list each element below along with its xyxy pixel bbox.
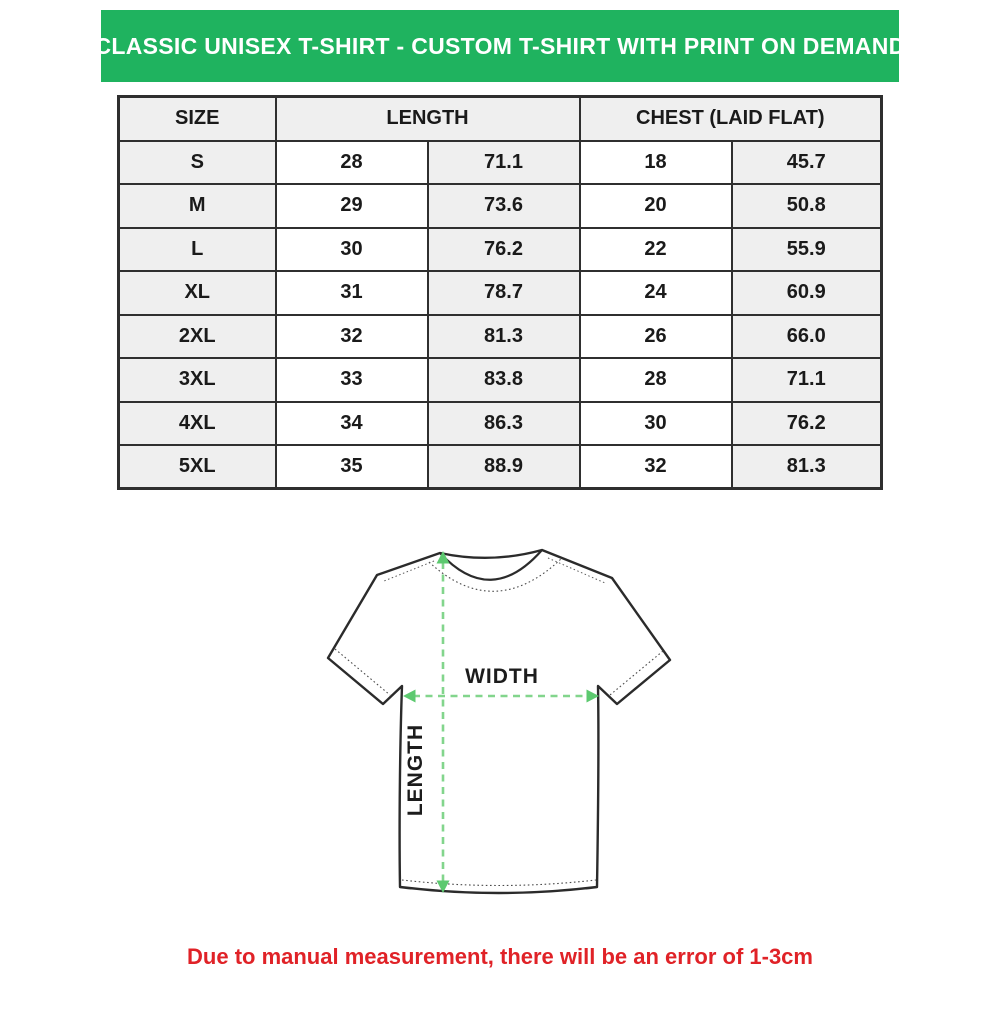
cell-size: 2XL xyxy=(119,315,276,359)
cell-length-in: 32 xyxy=(276,315,428,359)
cell-size: 5XL xyxy=(119,445,276,489)
header-size: SIZE xyxy=(119,97,276,141)
cell-length-in: 33 xyxy=(276,358,428,402)
size-row-xl xyxy=(119,271,882,315)
cell-length-cm: 78.7 xyxy=(428,271,580,315)
tshirt-outline xyxy=(328,550,670,893)
size-row-l xyxy=(119,228,882,272)
header-length: LENGTH xyxy=(276,97,580,141)
size-row-2xl xyxy=(119,315,882,359)
size-row-5xl xyxy=(119,445,882,489)
cell-length-cm: 86.3 xyxy=(428,402,580,446)
cell-chest-in: 30 xyxy=(580,402,732,446)
cell-length-cm: 81.3 xyxy=(428,315,580,359)
size-chart-page xyxy=(0,10,1000,1010)
cell-length-cm: 73.6 xyxy=(428,184,580,228)
cell-length-in: 34 xyxy=(276,402,428,446)
cell-chest-in: 32 xyxy=(580,445,732,489)
cell-chest-in: 20 xyxy=(580,184,732,228)
cell-size: M xyxy=(119,184,276,228)
cell-chest-cm: 76.2 xyxy=(732,402,882,446)
cell-chest-in: 22 xyxy=(580,228,732,272)
cell-size: XL xyxy=(119,271,276,315)
cell-chest-cm: 50.8 xyxy=(732,184,882,228)
size-row-4xl xyxy=(119,402,882,446)
size-row-m xyxy=(119,184,882,228)
cell-chest-cm: 55.9 xyxy=(732,228,882,272)
size-table xyxy=(117,95,883,490)
size-row-s xyxy=(119,141,882,185)
cell-length-in: 28 xyxy=(276,141,428,185)
cell-size: L xyxy=(119,228,276,272)
cell-chest-cm: 45.7 xyxy=(732,141,882,185)
cell-length-in: 29 xyxy=(276,184,428,228)
cell-chest-cm: 81.3 xyxy=(732,445,882,489)
cell-length-in: 31 xyxy=(276,271,428,315)
cell-length-cm: 88.9 xyxy=(428,445,580,489)
cell-chest-in: 24 xyxy=(580,271,732,315)
header-chest: CHEST (LAID FLAT) xyxy=(580,97,882,141)
cell-length-in: 35 xyxy=(276,445,428,489)
size-row-3xl xyxy=(119,358,882,402)
measurement-disclaimer: Due to manual measurement, there will be an error of 1-3cm xyxy=(187,944,813,969)
cell-length-cm: 83.8 xyxy=(428,358,580,402)
tshirt-measurement-diagram xyxy=(300,530,700,930)
length-label: LENGTH xyxy=(404,723,427,817)
cell-chest-in: 26 xyxy=(580,315,732,359)
banner-title: CLASSIC UNISEX T-SHIRT - CUSTOM T-SHIRT WITH PRINT ON DEMAND xyxy=(101,10,899,82)
cell-length-cm: 76.2 xyxy=(428,228,580,272)
cell-size: S xyxy=(119,141,276,185)
cell-chest-cm: 71.1 xyxy=(732,358,882,402)
cell-length-in: 30 xyxy=(276,228,428,272)
cell-size: 4XL xyxy=(119,402,276,446)
cell-size: 3XL xyxy=(119,358,276,402)
width-label: WIDTH xyxy=(465,665,539,688)
cell-length-cm: 71.1 xyxy=(428,141,580,185)
cell-chest-cm: 60.9 xyxy=(732,271,882,315)
cell-chest-cm: 66.0 xyxy=(732,315,882,359)
cell-chest-in: 28 xyxy=(580,358,732,402)
tshirt-diagram-svg xyxy=(300,530,700,930)
cell-chest-in: 18 xyxy=(580,141,732,185)
size-table-header-row xyxy=(119,97,882,141)
